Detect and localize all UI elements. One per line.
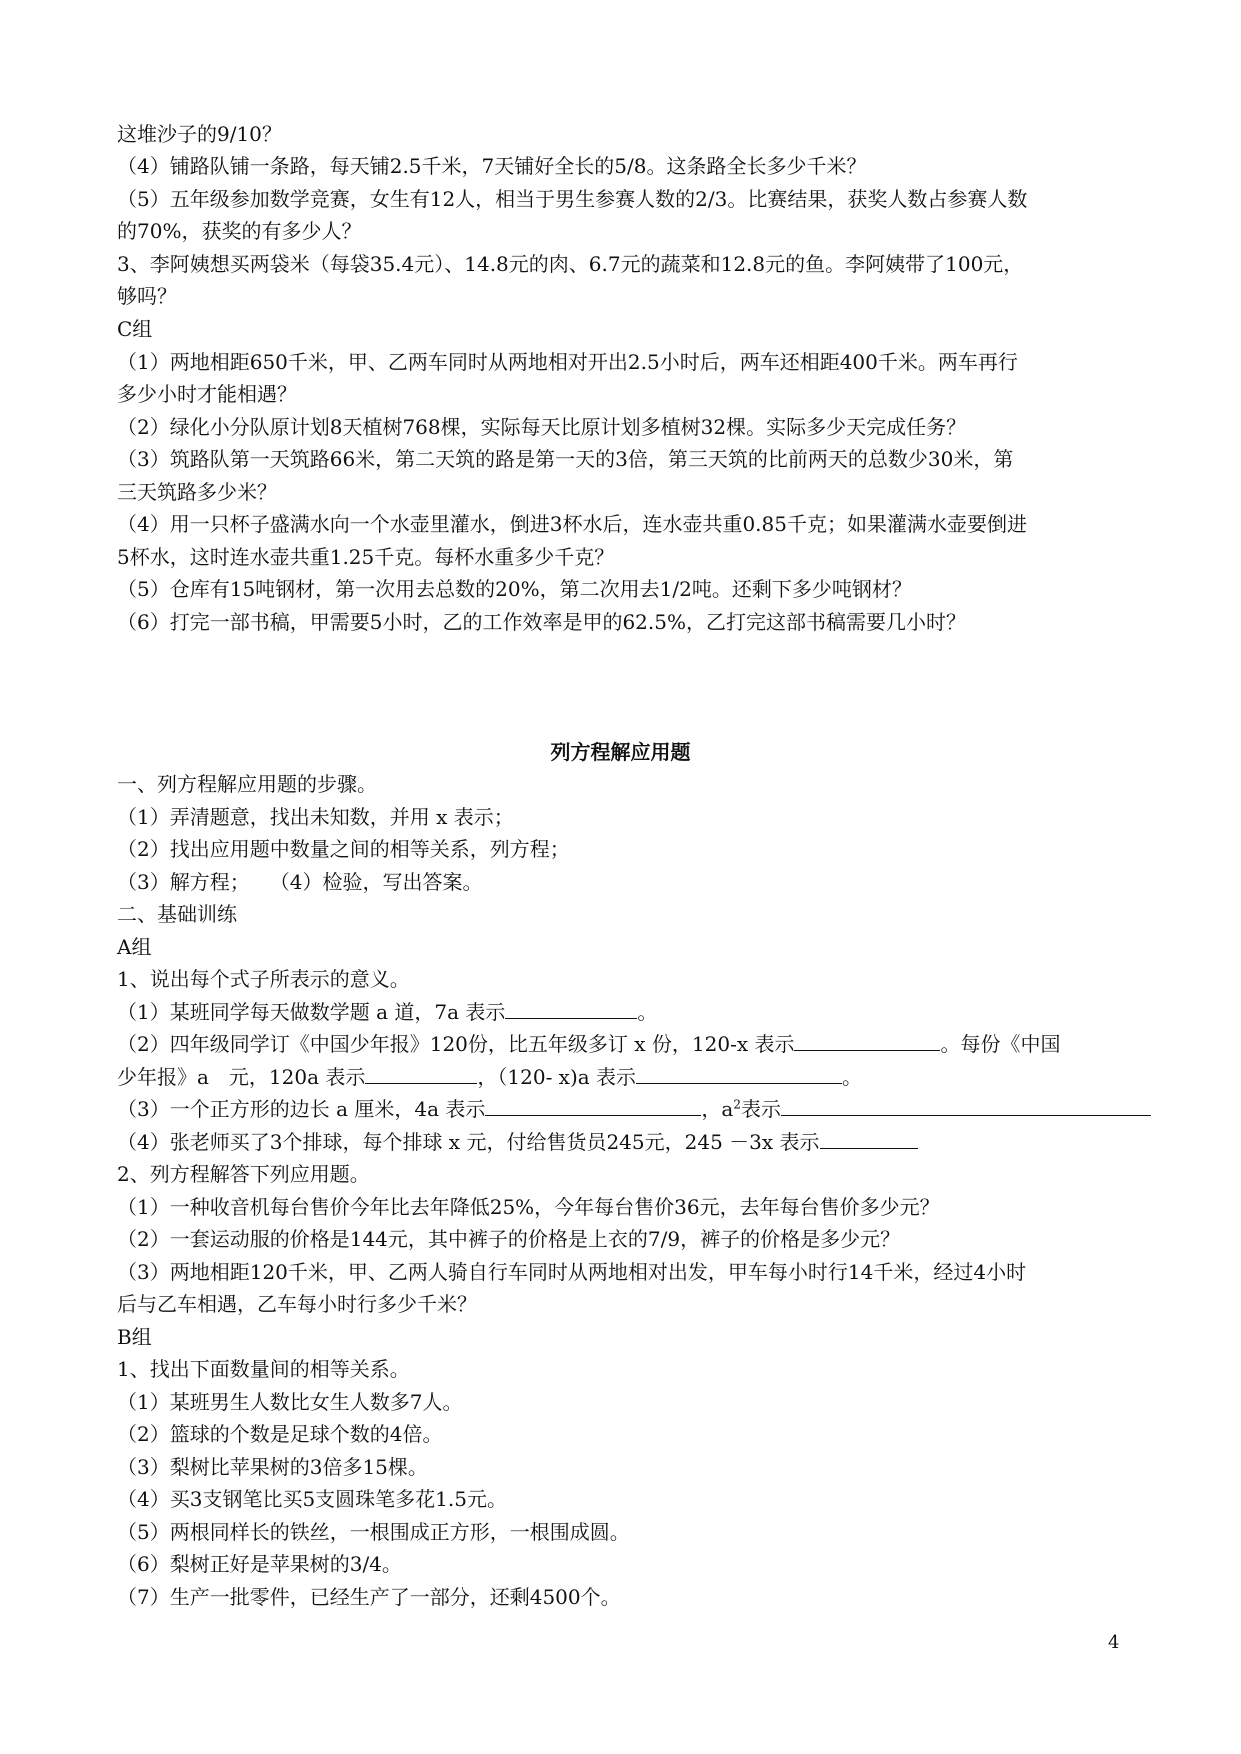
question-text: （3）一个正方形的边长 a 厘米，4a 表示 xyxy=(117,1097,486,1121)
answer-blank[interactable] xyxy=(794,1032,940,1051)
fill-question-4 xyxy=(117,1129,1127,1155)
text-line: 二、基础训练 xyxy=(117,902,237,926)
text-line: 一、列方程解应用题的步骤。 xyxy=(117,772,377,796)
text-line: 这堆沙子的9/10？ xyxy=(117,122,282,146)
answer-blank[interactable] xyxy=(820,1130,918,1149)
text-line: （6）梨树正好是苹果树的3/4。 xyxy=(117,1552,402,1576)
question-text: 表示 xyxy=(740,1097,781,1121)
question-text: （4）张老师买了3个排球，每个排球 x 元，付给售货员245元，245 －3x 表示 xyxy=(117,1130,820,1154)
text-line: （2）绿化小分队原计划8天植树768棵，实际每天比原计划多植树32棵。实际多少天完成任务？ xyxy=(117,415,967,439)
text-line: （4）铺路队铺一条路，每天铺2.5千米，7天铺好全长的5/8。这条路全长多少千米？ xyxy=(117,154,867,178)
text-line: 后与乙车相遇，乙车每小时行多少千米？ xyxy=(117,1292,477,1316)
text-line: 的70%，获奖的有多少人？ xyxy=(117,219,362,243)
text-line: （3）梨树比苹果树的3倍多15棵。 xyxy=(117,1455,428,1479)
question-text: （2）四年级同学订《中国少年报》120份，比五年级多订 x 份，120-x 表示 xyxy=(117,1032,795,1056)
group-label: B组 xyxy=(117,1325,152,1349)
question-text: 少年报》a 元，120a 表示 xyxy=(117,1065,366,1089)
question-text: 。每份《中国 xyxy=(940,1032,1061,1056)
text-line: （1）两地相距650千米，甲、乙两车同时从两地相对开出2.5小时后，两车还相距400千米。两车再行 xyxy=(117,350,1018,374)
text-line: （4）买3支钢笔比买5支圆珠笔多花1.5元。 xyxy=(117,1487,507,1511)
text-line: （4）用一只杯子盛满水向一个水壶里灌水，倒进3杯水后，连水壶共重0.85千克；如果灌满水壶要倒进 xyxy=(117,512,1027,536)
text-line: （2）一套运动服的价格是144元，其中裤子的价格是上衣的7/9，裤子的价格是多少元？ xyxy=(117,1227,901,1251)
fill-question-1 xyxy=(117,999,1127,1025)
text-line: （6）打完一部书稿，甲需要5小时，乙的工作效率是甲的62.5%，乙打完这部书稿需要几小时？ xyxy=(117,610,966,634)
question-text: 。 xyxy=(637,1000,658,1024)
text-line: （5）仓库有15吨钢材，第一次用去总数的20%，第二次用去1/2吨。还剩下多少吨钢材？ xyxy=(117,577,912,601)
question-text: ，a xyxy=(701,1097,734,1121)
text-line: 1、找出下面数量间的相等关系。 xyxy=(117,1357,410,1381)
page-number: 4 xyxy=(1108,1632,1120,1653)
question-text: 。 xyxy=(842,1065,863,1089)
answer-blank[interactable] xyxy=(365,1065,477,1084)
text-line: 多少小时才能相遇？ xyxy=(117,382,297,406)
section-title: 列方程解应用题 xyxy=(550,740,691,764)
answer-blank[interactable] xyxy=(505,1000,637,1019)
text-line: （1）某班男生人数比女生人数多7人。 xyxy=(117,1390,463,1414)
text-line: 2、列方程解答下列应用题。 xyxy=(117,1162,370,1186)
text-line: （5）两根同样长的铁丝，一根围成正方形，一根围成圆。 xyxy=(117,1520,630,1544)
text-line: 3、李阿姨想买两袋米（每袋35.4元）、14.8元的肉、6.7元的蔬菜和12.8元的鱼。李阿姨带了100元， xyxy=(117,252,1024,276)
answer-blank[interactable] xyxy=(485,1097,701,1116)
question-text: ，（120- x)a 表示 xyxy=(477,1065,637,1089)
answer-blank[interactable] xyxy=(636,1065,842,1084)
text-line: （7）生产一批零件，已经生产了一部分，还剩4500个。 xyxy=(117,1585,621,1609)
text-line: （3）解方程； （4）检验，写出答案。 xyxy=(117,870,483,894)
text-line: 够吗？ xyxy=(117,284,177,308)
fill-question-2 xyxy=(117,1031,1127,1057)
question-text: （1）某班同学每天做数学题 a 道，7a 表示 xyxy=(117,1000,506,1024)
text-line: 5杯水，这时连水壶共重1.25千克。每杯水重多少千克？ xyxy=(117,545,615,569)
group-label: A组 xyxy=(117,935,152,959)
fill-question-2-cont xyxy=(117,1064,1127,1090)
superscript: 2 xyxy=(733,1097,741,1112)
text-line: （1）弄清题意，找出未知数，并用 x 表示； xyxy=(117,805,514,829)
text-line: （2）篮球的个数是足球个数的4倍。 xyxy=(117,1422,443,1446)
text-line: （1）一种收音机每台售价今年比去年降低25%，今年每台售价36元，去年每台售价多少元？ xyxy=(117,1195,940,1219)
text-line: （3）筑路队第一天筑路66米，第二天筑的路是第一天的3倍，第三天筑的比前两天的总数少30米，第 xyxy=(117,447,1014,471)
text-line: （5）五年级参加数学竞赛，女生有12人，相当于男生参赛人数的2/3。比赛结果，获奖人数占参赛人数 xyxy=(117,187,1028,211)
text-line: 三天筑路多少米？ xyxy=(117,480,277,504)
fill-question-3 xyxy=(117,1096,1241,1122)
text-line: （2）找出应用题中数量之间的相等关系，列方程； xyxy=(117,837,570,861)
text-line: （3）两地相距120千米，甲、乙两人骑自行车同时从两地相对出发，甲车每小时行14千米，经过4小时 xyxy=(117,1260,1027,1284)
answer-blank[interactable] xyxy=(781,1097,1151,1116)
text-line: 1、说出每个式子所表示的意义。 xyxy=(117,967,410,991)
group-label: C组 xyxy=(117,317,153,341)
